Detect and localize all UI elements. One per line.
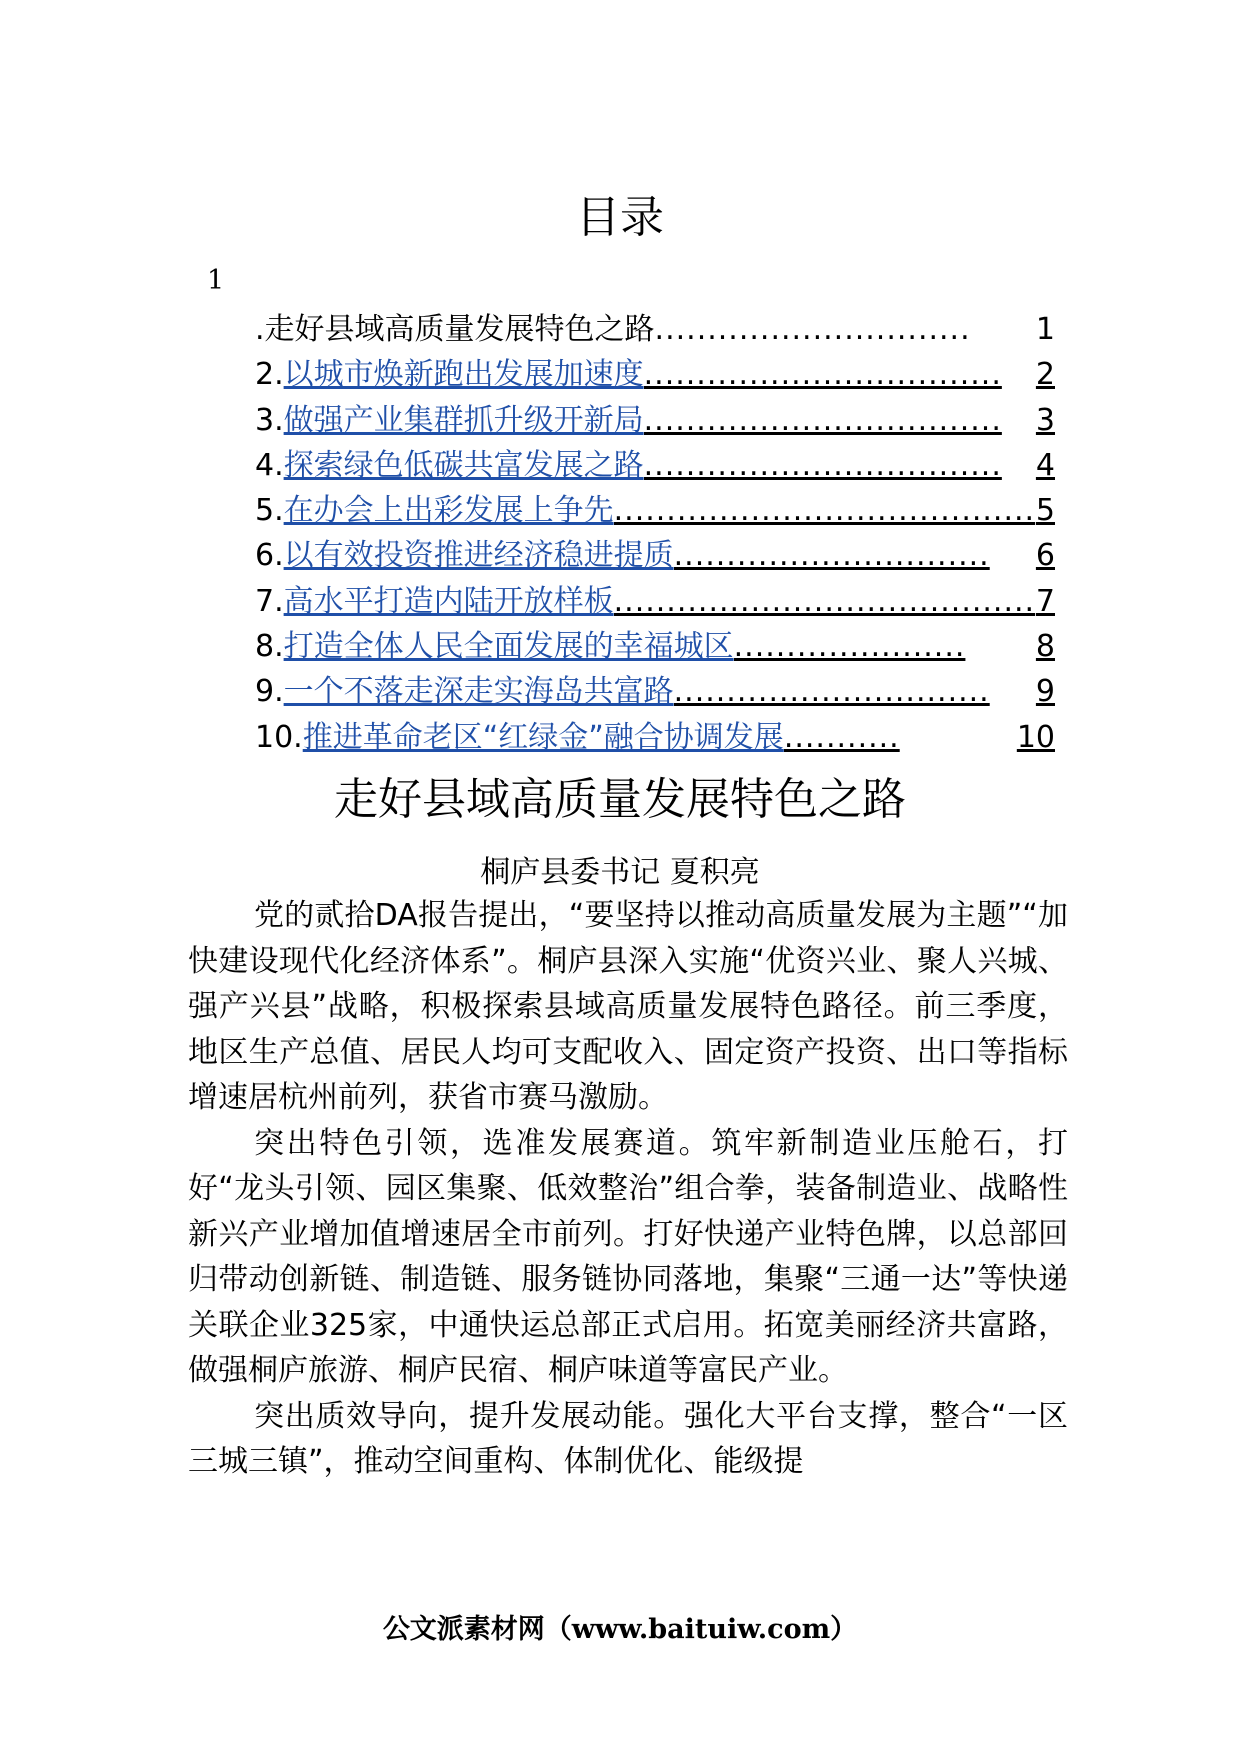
toc-entry-link[interactable]: 一个不落走深走实海岛共富路 [283, 674, 674, 710]
toc-entry-title: 走好县域高质量发展特色之路 [264, 312, 655, 347]
toc-entry-leader: ........... [783, 719, 900, 755]
toc-entry-link[interactable]: 打造全体人民全面发展的幸福城区 [283, 629, 734, 665]
toc-entry-8[interactable] [255, 624, 1055, 669]
toc-entry-link[interactable]: 以有效投资推进经济稳进提质 [283, 538, 674, 574]
toc-entry-1[interactable] [255, 307, 1055, 352]
toc-entry-10[interactable] [255, 715, 1055, 760]
toc-entry-link[interactable]: 在办会上出彩发展上争先 [283, 493, 614, 529]
toc-entry-leader: .............................. [654, 312, 971, 347]
toc-entry-page: 7 [1035, 583, 1055, 619]
toc-entry-page: 6 [1035, 538, 1055, 574]
toc-entry-leader: ........................................ [613, 493, 1036, 529]
toc-entry-number: 5. [255, 493, 284, 529]
toc-entry-number: 10. [255, 719, 303, 755]
toc-entry-page: 8 [1035, 629, 1055, 665]
toc-entry-leader: ........................................ [613, 583, 1036, 619]
toc-entry-number: 2. [255, 357, 284, 393]
toc-entry-page: 3 [1035, 402, 1055, 438]
body-paragraph: 突出特色引领，选准发展赛道。筑牢新制造业压舱石，打好“龙头引领、园区集聚、低效整治”组合拳，装备制造业、战略性新兴产业增加值增速居全市前列。打好快递产业特色牌，以总部回归带动创新链、制造链、服务链协同落地，集聚“三通一达”等快递关联企业325家，中通快运总部正式启用。拓宽美丽经济共富路，做强桐庐旅游、桐庐民宿、桐庐味道等富民产业。 [188, 1125, 1068, 1388]
toc-marker: 1 [207, 265, 225, 296]
toc-entry-leader: ...................... [733, 629, 966, 665]
article-body [188, 893, 1068, 1485]
article-title: 走好县域高质量发展特色之路 [334, 774, 906, 825]
toc-entry-number: 3. [255, 402, 284, 438]
toc-entry-number: 9. [255, 674, 284, 710]
table-of-contents [255, 307, 1055, 760]
toc-entry-leader: .................................. [643, 447, 1002, 483]
toc-entry-leader: .................................. [643, 402, 1002, 438]
toc-entry-page: 5 [1035, 493, 1055, 529]
toc-entry-number: . [255, 312, 265, 347]
toc-entry-link[interactable]: 推进革命老区“红绿金”融合协调发展 [302, 719, 784, 755]
toc-entry-page: 1 [1035, 312, 1055, 347]
article-byline: 桐庐县委书记 夏积亮 [480, 855, 760, 890]
toc-entry-number: 7. [255, 583, 284, 619]
toc-entry-leader: .............................. [673, 674, 990, 710]
toc-entry-leader: .............................. [673, 538, 990, 574]
toc-entry-9[interactable] [255, 669, 1055, 714]
toc-entry-6[interactable] [255, 533, 1055, 578]
toc-entry-page: 4 [1035, 447, 1055, 483]
toc-entry-number: 8. [255, 629, 284, 665]
toc-entry-page: 2 [1035, 357, 1055, 393]
toc-entry-4[interactable] [255, 443, 1055, 488]
toc-entry-leader: .................................. [643, 357, 1002, 393]
toc-entry-page: 10 [1016, 719, 1055, 755]
toc-entry-number: 4. [255, 447, 284, 483]
toc-entry-link[interactable]: 以城市焕新跑出发展加速度 [283, 357, 644, 393]
toc-entry-number: 6. [255, 538, 284, 574]
toc-entry-5[interactable] [255, 488, 1055, 533]
toc-entry-link[interactable]: 高水平打造内陆开放样板 [283, 583, 614, 619]
body-paragraph: 突出质效导向，提升发展动能。强化大平台支撑，整合“一区三城三镇”，推动空间重构、体制优化、能级提 [188, 1398, 1068, 1479]
toc-title: 目录 [576, 192, 664, 243]
toc-entry-page: 9 [1035, 674, 1055, 710]
toc-entry-link[interactable]: 做强产业集群抓升级开新局 [283, 402, 644, 438]
toc-entry-2[interactable] [255, 352, 1055, 397]
body-paragraph: 党的贰拾DA报告提出，“要坚持以推动高质量发展为主题”“加快建设现代化经济体系”。桐庐县深入实施“优资兴业、聚人兴城、强产兴县”战略，积极探索县域高质量发展特色路径。前三季度，地区生产总值、居民人均可支配收入、固定资产投资、出口等指标增速居杭州前列，获省市赛马激励。 [188, 898, 1068, 1115]
page-footer: 公文派素材网（www.baituiw.com） [382, 1614, 858, 1645]
toc-entry-7[interactable] [255, 579, 1055, 624]
toc-entry-3[interactable] [255, 398, 1055, 443]
toc-entry-link[interactable]: 探索绿色低碳共富发展之路 [283, 447, 644, 483]
